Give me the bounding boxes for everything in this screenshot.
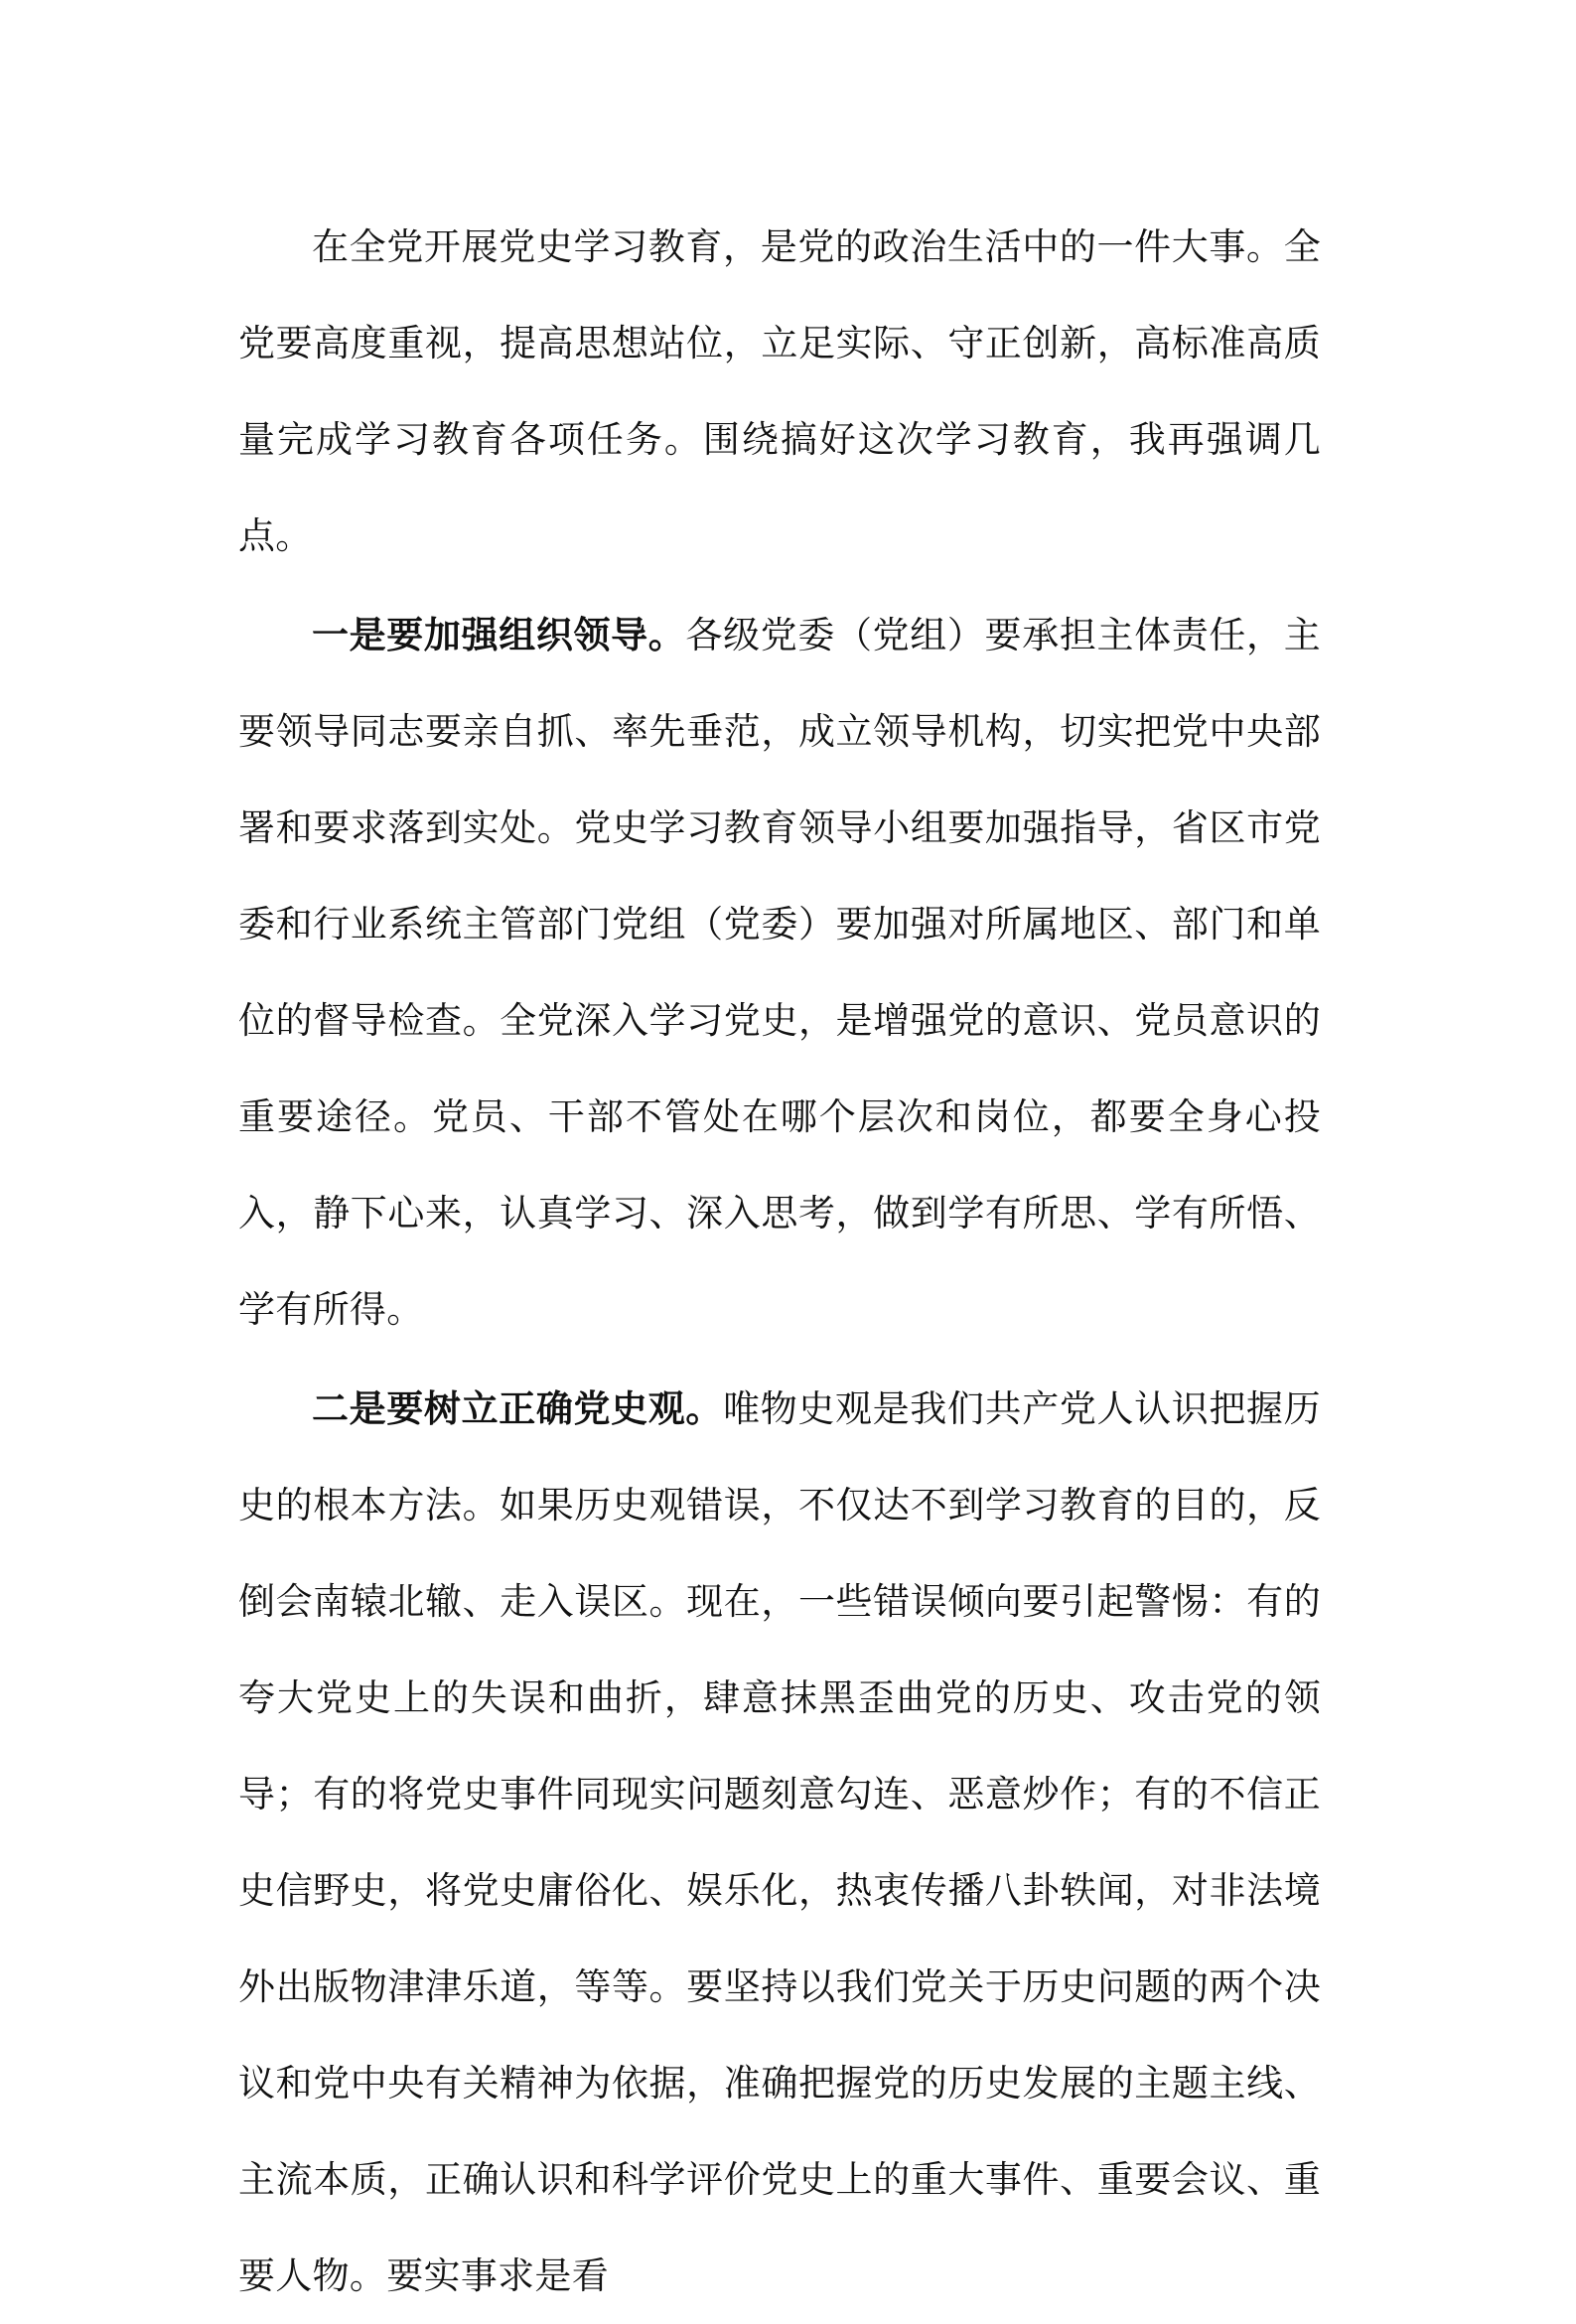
paragraph-text: 各级党委（党组）要承担主体责任，主要领导同志要亲自抓、率先垂范，成立领导机构，切实把党中央部署和要求落到实处。党史学习教育领导小组要加强指导，省区市党委和行业系统主管部门党组（党委）要加强对所属地区、部门和单位的督导检查。全党深入学习党史，是增强党的意识、党员意识的重要途径。党员、干部不管处在哪个层次和岗位，都要全身心投入，静下心来，认真学习、深入思考，做到学有所思、学有所悟、学有所得。 — [238, 614, 1321, 1331]
paragraph-organization-leadership — [238, 587, 1321, 1358]
paragraph-text: 唯物史观是我们共产党人认识把握历史的根本方法。如果历史观错误，不仅达不到学习教育的目的，反倒会南辕北辙、走入误区。现在，一些错误倾向要引起警惕：有的夸大党史上的失误和曲折，肆意抹黑歪曲党的历史、攻击党的领导；有的将党史事件同现实问题刻意勾连、恶意炒作；有的不信正史信野史，将党史庸俗化、娱乐化，热衷传播八卦轶闻，对非法境外出版物津津乐道，等等。要坚持以我们党关于历史问题的两个决议和党中央有关精神为依据，准确把握党的历史发展的主题主线、主流本质，正确认识和科学评价党史上的重大事件、重要会议、重要人物。要实事求是看 — [238, 1387, 1321, 2297]
paragraph-lead: 二是要树立正确党史观。 — [312, 1387, 724, 1430]
paragraph-party-history-view — [238, 1361, 1321, 2324]
paragraph-lead: 一是要加强组织领导。 — [312, 614, 686, 656]
paragraph-text: 在全党开展党史学习教育，是党的政治生活中的一件大事。全党要高度重视，提高思想站位，立足实际、守正创新，高标准高质量完成学习教育各项任务。围绕搞好这次学习教育，我再强调几点。 — [238, 225, 1321, 557]
paragraph-intro — [238, 199, 1321, 584]
document-body — [238, 199, 1321, 2324]
